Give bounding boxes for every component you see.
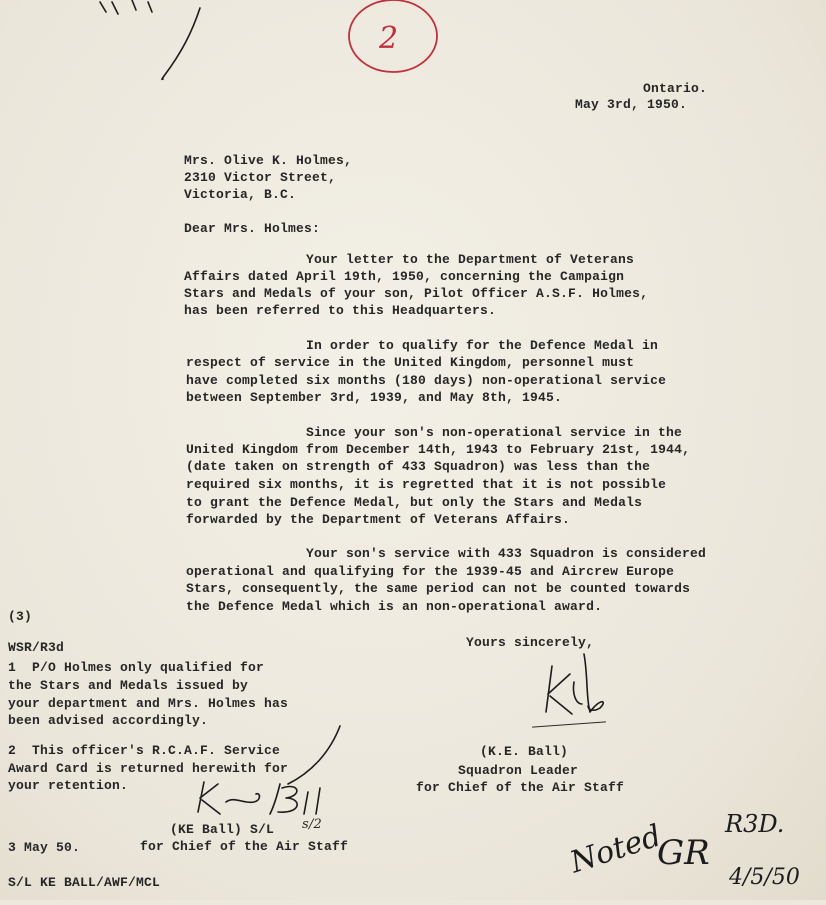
signature-initials: KEB [530,724,532,725]
date: May 3rd, 1950. [575,97,688,112]
paragraph-line: the Defence Medal which is an non-operational award. [186,599,603,614]
page-number-circle [345,0,445,83]
minute-line: 2 This officer's R.C.A.F. Service [8,743,281,758]
signatory-name: (K.E. Ball) [480,744,569,759]
minute-date: 3 May 50. [8,840,81,855]
paragraph-line: has been referred to this Headquarters. [184,303,497,318]
minute-signature [190,722,350,827]
paragraph-line: In order to qualify for the Defence Medal in [306,338,659,353]
paragraph-line: Your letter to the Department of Veterans [306,252,635,267]
paragraph-line: forwarded by the Department of Veterans Affairs. [186,512,571,527]
minute-signer: (KE Ball) S/L [170,822,275,837]
paragraph-line: United Kingdom from December 14th, 1943 to February 21st, 1944, [186,442,691,457]
paragraph-line: to grant the Defence Medal, but only the Stars and Medals [186,495,643,510]
note-ref: R3D. [725,810,785,838]
minute-line: 1 P/O Holmes only qualified for [8,660,265,675]
closing: Yours sincerely, [466,635,595,650]
reference-footer: S/L KE BALL/AWF/MCL [8,875,161,890]
paragraph-line: Stars, consequently, the same period can not be counted towards [186,581,691,596]
minute-reference: WSR/R3d [8,640,65,655]
recipient-street: 2310 Victor Street, [184,170,337,185]
paragraph-line: (date taken on strength of 433 Squadron) was less than the [186,459,651,474]
salutation: Dear Mrs. Holmes: [184,221,321,236]
minute-signature-text: K.E. Ball [190,820,196,821]
paragraph-line: Stars and Medals of your son, Pilot Officer A.S.F. Holmes, [184,286,649,301]
top-scribble [60,0,260,90]
place: Ontario. [643,81,708,96]
note-initials: GR [657,833,710,873]
paragraph-line: respect of service in the United Kingdom, personnel must [186,355,635,370]
minute-line: the Stars and Medals issued by [8,678,249,693]
minute-signer-note: s/2 [302,817,322,832]
signature-keb [530,646,620,731]
paragraph-line: Your son's service with 433 Squadron is considered [306,546,707,561]
note-date: 4/5/50 [729,865,800,890]
minute-number: (3) [8,609,33,624]
recipient-name: Mrs. Olive K. Holmes, [184,153,353,168]
paragraph-line: required six months, it is regretted that it is not possible [186,477,667,492]
minute-for-line: for Chief of the Air Staff [140,839,349,854]
page-number-mark: 2 [379,21,399,56]
signatory-for-line: for Chief of the Air Staff [416,780,625,795]
paragraph-line: Since your son's non-operational service in the [306,425,683,440]
paragraph-line: between September 3rd, 1939, and May 8th, 1945. [186,390,563,405]
minute-line: your department and Mrs. Holmes has [8,696,289,711]
paragraph-line: Affairs dated April 19th, 1950, concerning the Campaign [184,269,625,284]
signatory-rank: Squadron Leader [458,763,579,778]
handwritten-noted-note [565,788,820,905]
recipient-city: Victoria, B.C. [184,187,297,202]
note-word: Noted [565,818,666,881]
paragraph-line: have completed six months (180 days) non-operational service [186,373,667,388]
minute-line: your retention. [8,778,129,793]
minute-line: been advised accordingly. [8,713,209,728]
minute-line: Award Card is returned herewith for [8,761,289,776]
paragraph-line: operational and qualifying for the 1939-45 and Aircrew Europe [186,564,675,579]
